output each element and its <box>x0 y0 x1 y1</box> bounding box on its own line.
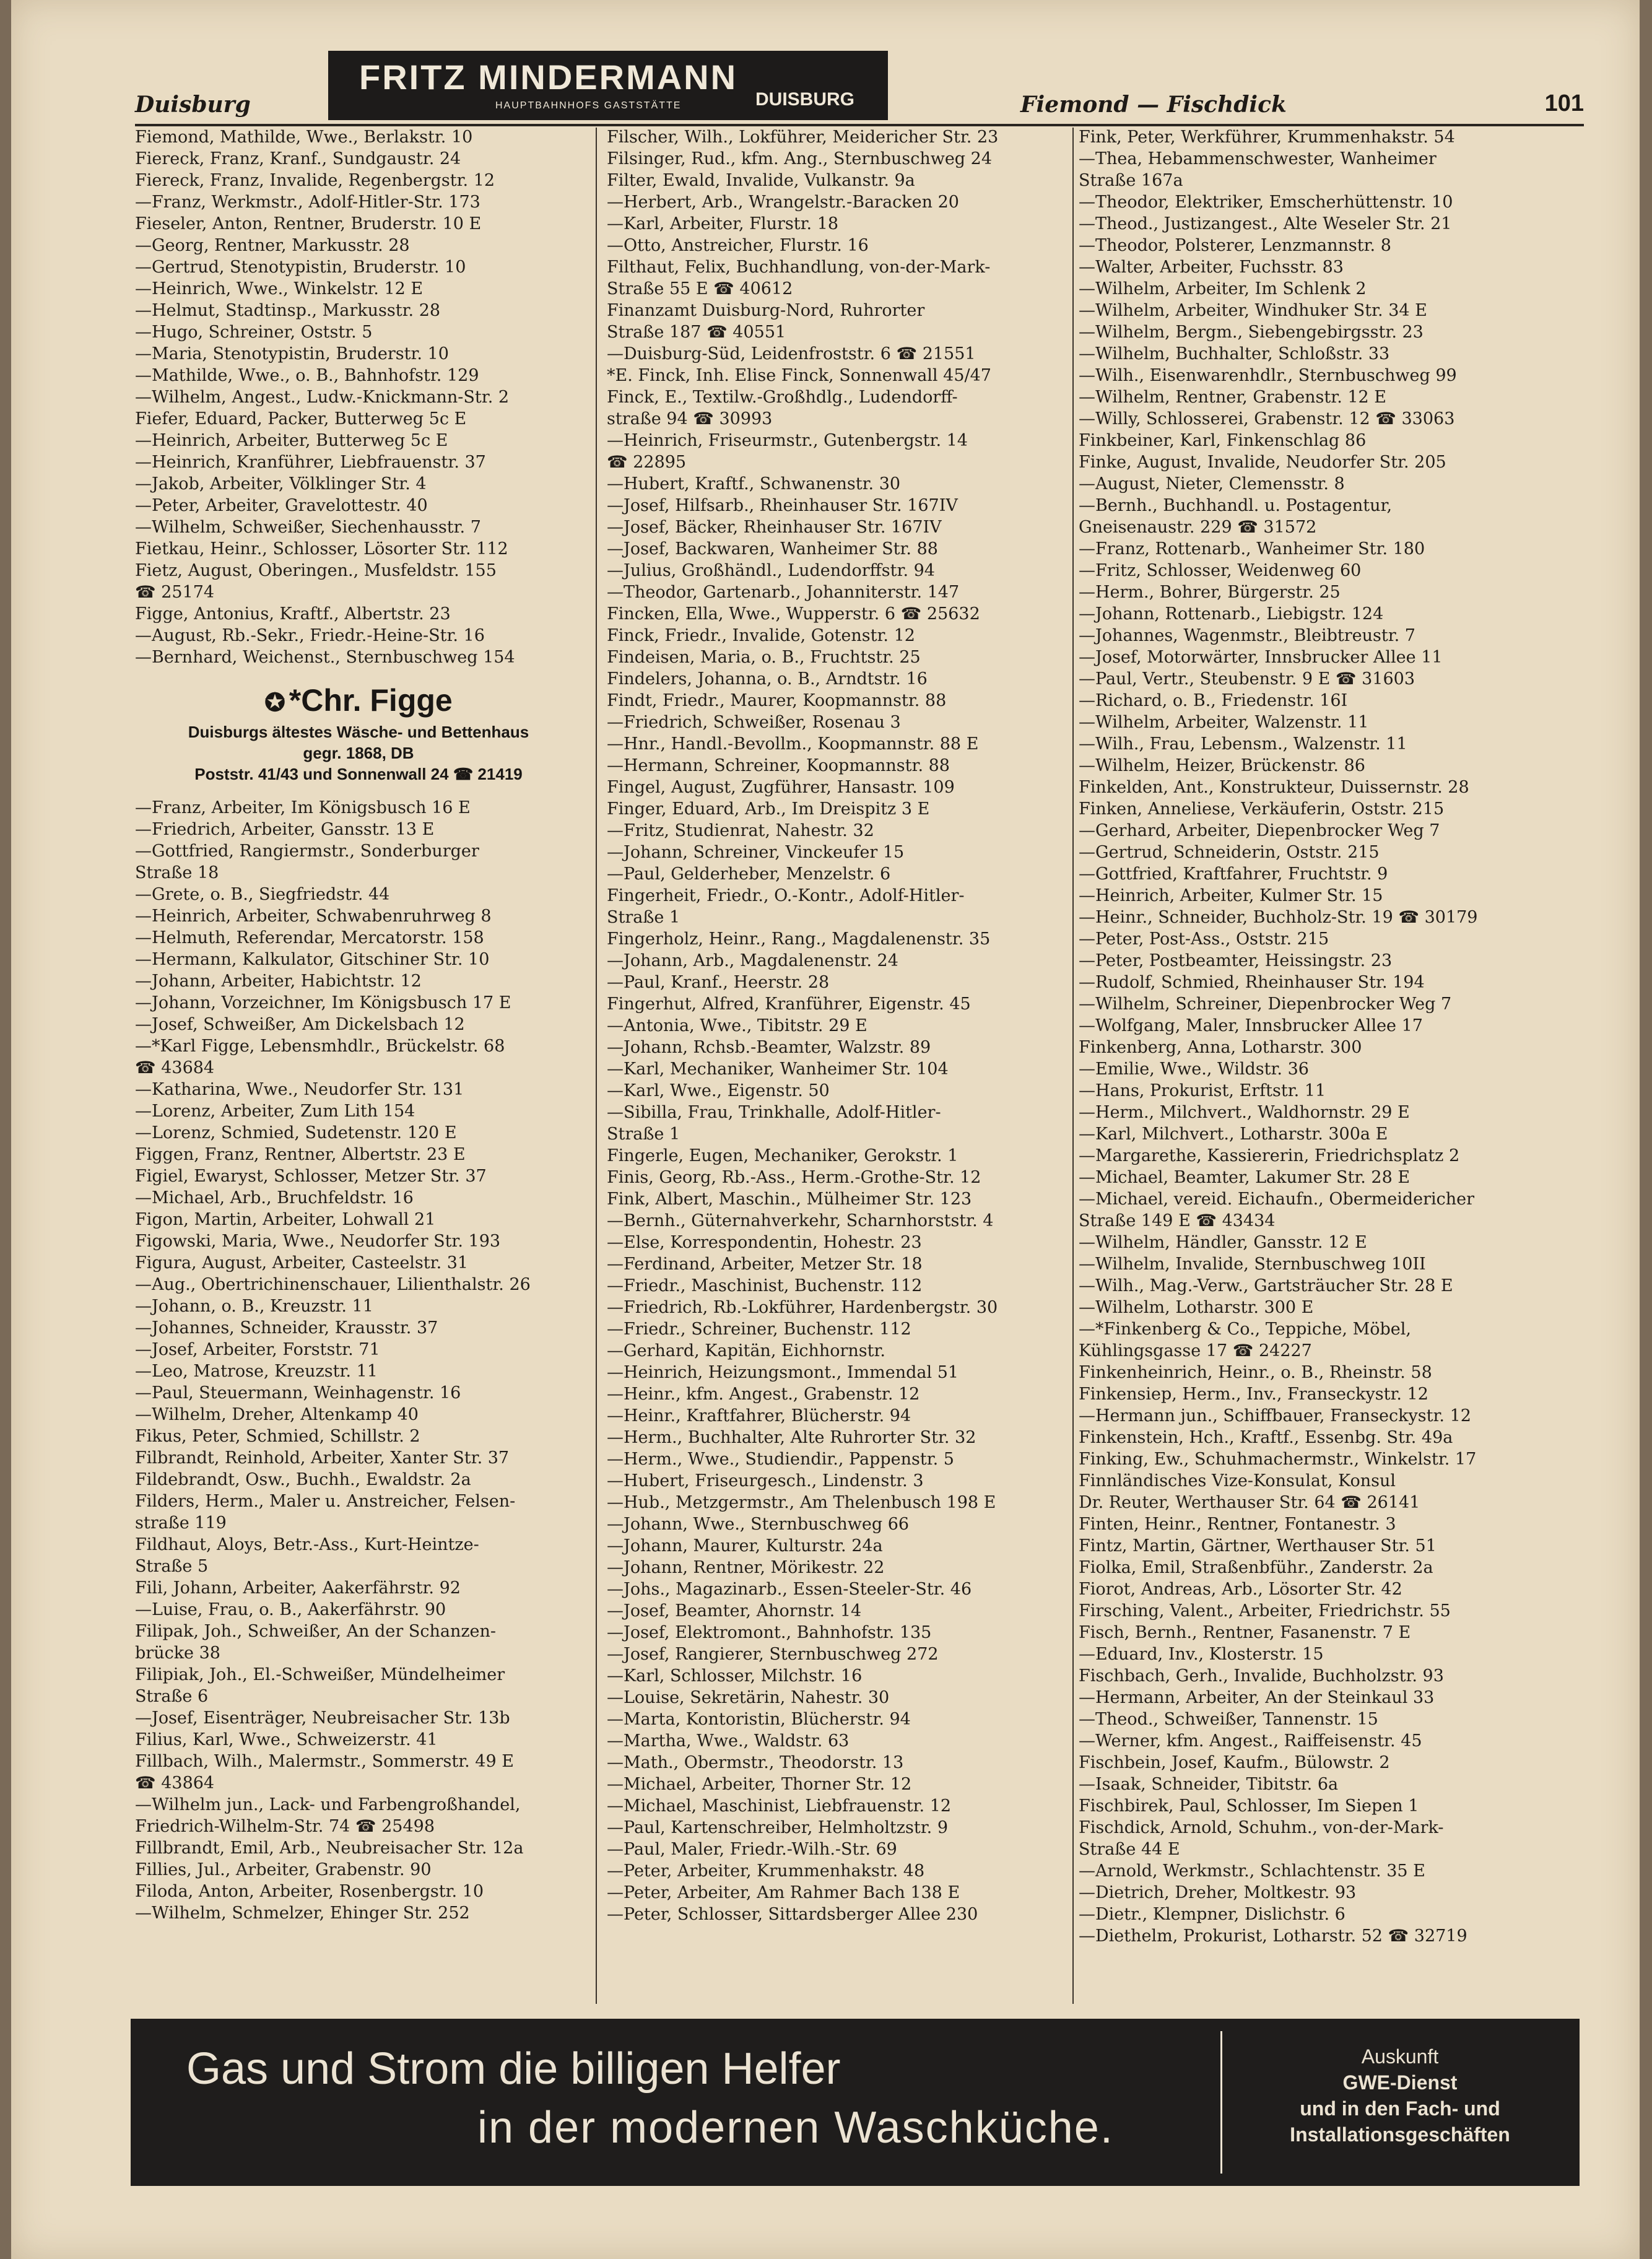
directory-entry: Finken, Anneliese, Verkäuferin, Oststr. 215 <box>1079 799 1445 819</box>
directory-entry: —Fritz, Schlosser, Weidenweg 60 <box>1079 561 1362 580</box>
star-logo-icon: ✪ <box>264 689 285 716</box>
directory-entry: Straße 1 <box>607 908 680 927</box>
directory-entry: —Julius, Großhändl., Ludendorffstr. 94 <box>607 561 935 580</box>
directory-entry: —Wilhelm, Angest., Ludw.-Knickmann-Str. 2 <box>135 388 510 407</box>
directory-entry: —Johann, Rentner, Mörikestr. 22 <box>607 1558 885 1577</box>
directory-entry: Filbrandt, Reinhold, Arbeiter, Xanter Str. 37 <box>135 1448 510 1468</box>
directory-entry: —Wilhelm, Dreher, Altenkamp 40 <box>135 1404 419 1424</box>
directory-entry: Straße 149 E ☎ 43434 <box>1079 1211 1276 1230</box>
directory-entry: Filipiak, Joh., El.-Schweißer, Mündelheimer <box>135 1665 505 1684</box>
header-city: Duisburg <box>135 92 251 118</box>
directory-entry: Figowski, Maria, Wwe., Neudorfer Str. 193 <box>135 1231 501 1251</box>
column-3-entries <box>1079 126 1572 1947</box>
directory-entry: —Gerhard, Kapitän, Eichhornstr. <box>607 1341 886 1360</box>
directory-entry: —Wilh., Mag.-Verw., Gartsträucher Str. 28 E <box>1079 1276 1453 1295</box>
banner-subtitle: HAUPTBAHNHOFS GASTSTÄTTE <box>495 100 682 111</box>
directory-entry: Figgen, Franz, Rentner, Albertstr. 23 E <box>135 1144 466 1164</box>
directory-entry: Fischbein, Josef, Kaufm., Bülowstr. 2 <box>1079 1753 1390 1772</box>
directory-entry: Findelers, Johanna, o. B., Arndtstr. 16 <box>607 669 928 689</box>
directory-entry: —Diethelm, Prokurist, Lotharstr. 52 ☎ 32719 <box>1079 1926 1467 1946</box>
directory-entry: —Heinrich, Heizungsmont., Immendal 51 <box>607 1363 959 1382</box>
footer-side-line-1: Auskunft <box>1361 2045 1439 2068</box>
directory-entry: —Josef, Schweißer, Am Dickelsbach 12 <box>135 1014 465 1034</box>
directory-entry: Fildhaut, Aloys, Betr.-Ass., Kurt-Heintze- <box>135 1534 479 1554</box>
directory-entry: Filsinger, Rud., kfm. Ang., Sternbuschweg 24 <box>607 149 993 168</box>
directory-entry: Figon, Martin, Arbeiter, Lohwall 21 <box>135 1209 436 1229</box>
directory-entry: —Leo, Matrose, Kreuzstr. 11 <box>135 1361 378 1381</box>
directory-entry: —Michael, Arb., Bruchfeldstr. 16 <box>135 1188 414 1208</box>
directory-entry: —Johann, Vorzeichner, Im Königsbusch 17 E <box>135 993 511 1012</box>
directory-entry: Fieseler, Anton, Rentner, Bruderstr. 10 E <box>135 214 482 233</box>
directory-entry: —Michael, vereid. Eichaufn., Obermeidericher <box>1079 1190 1475 1209</box>
directory-entry: —Duisburg-Süd, Leidenfroststr. 6 ☎ 21551 <box>607 344 976 363</box>
directory-entry: Fischbach, Gerh., Invalide, Buchholzstr. 93 <box>1079 1666 1444 1686</box>
directory-entry: Straße 5 <box>135 1556 209 1576</box>
directory-entry: —Jakob, Arbeiter, Völklinger Str. 4 <box>135 474 427 494</box>
directory-entry: Finkenstein, Hch., Kraftf., Essenbg. Str. 49a <box>1079 1428 1453 1447</box>
directory-entry: Findt, Friedr., Maurer, Koopmannstr. 88 <box>607 691 947 710</box>
directory-entry: —Friedrich, Rb.-Lokführer, Hardenbergstr. 30 <box>607 1298 998 1317</box>
directory-entry: ☎ 25174 <box>135 583 215 602</box>
footer-advert <box>131 2019 1580 2186</box>
directory-entry: straße 119 <box>135 1513 227 1533</box>
directory-entry: Dr. Reuter, Werthauser Str. 64 ☎ 26141 <box>1079 1493 1420 1512</box>
directory-entry: —Herm., Wwe., Studiendir., Pappenstr. 5 <box>607 1450 954 1469</box>
directory-entry: Fingerhut, Alfred, Kranführer, Eigenstr. 45 <box>607 995 971 1014</box>
directory-entry: —Helmuth, Referendar, Mercatorstr. 158 <box>135 928 484 947</box>
directory-entry: —Karl, Wwe., Eigenstr. 50 <box>607 1081 830 1100</box>
directory-entry: —Theodor, Elektriker, Emscherhüttenstr. 10 <box>1079 193 1453 212</box>
directory-entry: —Wilhelm, Invalide, Sternbuschweg 10II <box>1079 1255 1426 1274</box>
directory-entry: Straße 187 ☎ 40551 <box>607 323 786 342</box>
directory-entry: Fingel, August, Zugführer, Hansastr. 109 <box>607 778 955 797</box>
directory-entry: —Peter, Arbeiter, Krummenhakstr. 48 <box>607 1861 925 1881</box>
directory-entry: —Else, Korrespondentin, Hohestr. 23 <box>607 1233 922 1252</box>
directory-entry: —Luise, Frau, o. B., Aakerfährstr. 90 <box>135 1600 446 1619</box>
header-name-range: Fiemond — Fischdick <box>1020 92 1287 118</box>
directory-entry: —Rudolf, Schmied, Rheinhauser Str. 194 <box>1079 973 1425 992</box>
directory-entry: —Wolfgang, Maler, Innsbrucker Allee 17 <box>1079 1016 1423 1035</box>
directory-entry: —Gerhard, Arbeiter, Diepenbrocker Weg 7 <box>1079 821 1440 840</box>
directory-entry: —Heinrich, Arbeiter, Schwabenruhrweg 8 <box>135 906 492 926</box>
directory-entry: —Franz, Rottenarb., Wanheimer Str. 180 <box>1079 539 1425 559</box>
directory-entry: Filius, Karl, Wwe., Schweizerstr. 41 <box>135 1730 438 1749</box>
directory-entry: —Otto, Anstreicher, Flurstr. 16 <box>607 236 869 255</box>
directory-entry: —Josef, Eisenträger, Neubreisacher Str. 13b <box>135 1708 510 1728</box>
directory-entry: —Hermann jun., Schiffbauer, Franseckystr. 12 <box>1079 1406 1471 1425</box>
directory-entry: —Gertrud, Stenotypistin, Bruderstr. 10 <box>135 258 466 277</box>
directory-entry: —Josef, Elektromont., Bahnhofstr. 135 <box>607 1623 932 1642</box>
directory-entry: Fietz, August, Oberingen., Musfeldstr. 155 <box>135 561 497 580</box>
directory-entry: Finis, Georg, Rb.-Ass., Herm.-Grothe-Str. 12 <box>607 1168 981 1187</box>
directory-entry: Fillbach, Wilh., Malermstr., Sommerstr. 49 E <box>135 1751 514 1771</box>
directory-entry: —Paul, Maler, Friedr.-Wilh.-Str. 69 <box>607 1840 897 1859</box>
directory-entry: —Marta, Kontoristin, Blücherstr. 94 <box>607 1710 911 1729</box>
directory-entry: Fischbirek, Paul, Schlosser, Im Siepen 1 <box>1079 1796 1419 1816</box>
directory-entry: —Richard, o. B., Friedenstr. 16I <box>1079 691 1348 710</box>
directory-entry: Filthaut, Felix, Buchhandlung, von-der-Mark- <box>607 258 991 277</box>
directory-entry: Firsching, Valent., Arbeiter, Friedrichstr. 55 <box>1079 1601 1451 1621</box>
directory-entry: Filipak, Joh., Schweißer, An der Schanzen- <box>135 1621 497 1641</box>
footer-side-line-2: GWE-Dienst <box>1342 2071 1458 2094</box>
directory-entry: —Michael, Beamter, Lakumer Str. 28 E <box>1079 1168 1411 1187</box>
directory-entry: —Peter, Postbeamter, Heissingstr. 23 <box>1079 951 1393 970</box>
directory-entry: —Margarethe, Kassiererin, Friedrichsplatz 2 <box>1079 1146 1460 1165</box>
directory-entry: Fingerle, Eugen, Mechaniker, Gerokstr. 1 <box>607 1146 959 1165</box>
directory-entry: Filter, Ewald, Invalide, Vulkanstr. 9a <box>607 171 915 190</box>
directory-entry: —Wilhelm, Schmelzer, Ehinger Str. 252 <box>135 1903 470 1923</box>
directory-entry: Straße 44 E <box>1079 1840 1180 1859</box>
column-2 <box>607 126 1077 1996</box>
directory-entry: —Josef, Backwaren, Wanheimer Str. 88 <box>607 539 938 559</box>
directory-entry: Straße 6 <box>135 1686 209 1706</box>
directory-entry: —Hub., Metzgermstr., Am Thelenbusch 198 E <box>607 1493 996 1512</box>
directory-entry: Finking, Ew., Schuhmachermstr., Winkelstr. 17 <box>1079 1450 1477 1469</box>
directory-entry: —Wilhelm, Arbeiter, Im Schlenk 2 <box>1079 279 1367 298</box>
directory-entry: —Wilhelm, Bergm., Siebengebirgsstr. 23 <box>1079 323 1424 342</box>
directory-entry: —*Finkenberg & Co., Teppiche, Möbel, <box>1079 1320 1411 1339</box>
directory-entry: —Antonia, Wwe., Tibitstr. 29 E <box>607 1016 867 1035</box>
directory-entry: —Josef, Motorwärter, Innsbrucker Allee 11 <box>1079 648 1443 667</box>
directory-entry: —Grete, o. B., Siegfriedstr. 44 <box>135 884 390 904</box>
directory-entry: —Heinrich, Friseurmstr., Gutenbergstr. 14 <box>607 431 968 450</box>
directory-entry: —Wilhelm, Schweißer, Siechenhausstr. 7 <box>135 518 481 537</box>
footer-advert-line-1: Gas und Strom die billigen Helfer <box>186 2044 841 2094</box>
directory-entry: —Johannes, Schneider, Krausstr. 37 <box>135 1318 438 1338</box>
directory-entry: —Louise, Sekretärin, Nahestr. 30 <box>607 1688 890 1707</box>
directory-entry: —Friedr., Schreiner, Buchenstr. 112 <box>607 1320 911 1339</box>
column-1-entries-bottom <box>135 797 582 1924</box>
directory-entry: —Walter, Arbeiter, Fuchsstr. 83 <box>1079 258 1344 277</box>
directory-entry: Finck, Friedr., Invalide, Gotenstr. 12 <box>607 626 915 645</box>
directory-entry: —August, Nieter, Clemensstr. 8 <box>1079 474 1345 494</box>
figge-advert-line-3: Poststr. 41/43 und Sonnenwall 24 ☎ 21419 <box>194 764 523 783</box>
directory-entry: Gneisenaustr. 229 ☎ 31572 <box>1079 518 1317 537</box>
directory-entry: —Willy, Schlosserei, Grabenstr. 12 ☎ 33063 <box>1079 409 1455 429</box>
directory-entry: Fiolka, Emil, Straßenbführ., Zanderstr. 2a <box>1079 1558 1433 1577</box>
directory-entry: —Franz, Arbeiter, Im Königsbusch 16 E <box>135 798 471 817</box>
directory-entry: —*Karl Figge, Lebensmhdlr., Brückelstr. 68 <box>135 1036 505 1056</box>
directory-entry: —Georg, Rentner, Markusstr. 28 <box>135 236 410 255</box>
directory-entry: —Karl, Milchvert., Lotharstr. 300a E <box>1079 1125 1388 1144</box>
directory-entry: —Karl, Mechaniker, Wanheimer Str. 104 <box>607 1060 949 1079</box>
directory-entry: ☎ 43684 <box>135 1058 215 1077</box>
directory-entry: —Hermann, Kalkulator, Gitschiner Str. 10 <box>135 949 490 969</box>
directory-entry: —Johann, Rottenarb., Liebigstr. 124 <box>1079 604 1384 624</box>
directory-entry: —Bernh., Güternahverkehr, Scharnhorststr. 4 <box>607 1211 994 1230</box>
directory-entry: Fingerholz, Heinr., Rang., Magdalenenstr. 35 <box>607 929 991 949</box>
directory-entry: —Dietrich, Dreher, Moltkestr. 93 <box>1079 1883 1357 1902</box>
directory-entry: —Johann, Maurer, Kulturstr. 24a <box>607 1536 883 1556</box>
directory-entry: —Heinr., Schneider, Buchholz-Str. 19 ☎ 30179 <box>1079 908 1478 927</box>
directory-entry: —Karl, Arbeiter, Flurstr. 18 <box>607 214 839 233</box>
directory-entry: —Wilh., Frau, Lebensm., Walzenstr. 11 <box>1079 734 1407 754</box>
directory-entry: Friedrich-Wilhelm-Str. 74 ☎ 25498 <box>135 1816 435 1836</box>
directory-entry: —Lorenz, Arbeiter, Zum Lith 154 <box>135 1101 415 1121</box>
directory-entry: —Josef, Bäcker, Rheinhauser Str. 167IV <box>607 518 942 537</box>
banner-name: FRITZ MINDERMANN <box>359 58 738 97</box>
header-advert-banner <box>328 51 888 120</box>
directory-entry: Straße 55 E ☎ 40612 <box>607 279 793 298</box>
directory-entry: —Arnold, Werkmstr., Schlachtenstr. 35 E <box>1079 1861 1425 1881</box>
directory-entry: —Thea, Hebammenschwester, Wanheimer <box>1079 149 1437 168</box>
directory-entry: —Friedrich, Schweißer, Rosenau 3 <box>607 713 901 732</box>
directory-entry: —Peter, Schlosser, Sittardsberger Allee 230 <box>607 1905 978 1924</box>
directory-entry: —Eduard, Inv., Klosterstr. 15 <box>1079 1645 1324 1664</box>
directory-entry: —Wilhelm jun., Lack- und Farbengroßhandel, <box>135 1795 521 1814</box>
directory-entry: —Wilhelm, Heizer, Brückenstr. 86 <box>1079 756 1365 775</box>
directory-entry: Fiereck, Franz, Kranf., Sundgaustr. 24 <box>135 149 461 168</box>
directory-entry: Fiefer, Eduard, Packer, Butterweg 5c E <box>135 409 467 429</box>
figge-advert-line-1: Duisburgs ältestes Wäsche- und Bettenhaus <box>188 722 529 741</box>
directory-entry: —Hugo, Schreiner, Oststr. 5 <box>135 323 373 342</box>
directory-page <box>11 0 1640 2259</box>
directory-entry: —Dietr., Klempner, Dislichstr. 6 <box>1079 1905 1346 1924</box>
directory-entry: —Maria, Stenotypistin, Bruderstr. 10 <box>135 344 449 363</box>
directory-entry: Kühlingsgasse 17 ☎ 24227 <box>1079 1341 1312 1360</box>
directory-entry: —Bernhard, Weichenst., Sternbuschweg 154 <box>135 648 515 667</box>
page-number: 101 <box>1544 90 1584 116</box>
directory-entry: —Gottfried, Rangiermstr., Sonderburger <box>135 841 479 861</box>
footer-advert-line-2: in der modernen Waschküche. <box>477 2103 1114 2152</box>
directory-entry: brücke 38 <box>135 1643 220 1663</box>
directory-entry: —Hubert, Friseurgesch., Lindenstr. 3 <box>607 1471 924 1491</box>
directory-entry: —Heinrich, Arbeiter, Butterweg 5c E <box>135 431 448 450</box>
directory-entry: ☎ 43864 <box>135 1773 215 1793</box>
directory-entry: Fisch, Bernh., Rentner, Fasanenstr. 7 E <box>1079 1623 1411 1642</box>
directory-entry: Filscher, Wilh., Lokführer, Meidericher Str. 23 <box>607 128 999 147</box>
directory-entry: Fingerheit, Friedr., O.-Kontr., Adolf-Hitler- <box>607 886 965 905</box>
directory-entry: —Werner, kfm. Angest., Raiffeisenstr. 45 <box>1079 1731 1422 1751</box>
directory-entry: —Paul, Kartenschreiber, Helmholtzstr. 9 <box>607 1818 948 1837</box>
directory-entry: —Heinr., Kraftfahrer, Blücherstr. 94 <box>607 1406 911 1425</box>
directory-entry: —Michael, Maschinist, Liebfrauenstr. 12 <box>607 1796 952 1816</box>
directory-entry: —Heinrich, Arbeiter, Kulmer Str. 15 <box>1079 886 1383 905</box>
directory-entry: —Emilie, Wwe., Wildstr. 36 <box>1079 1060 1309 1079</box>
directory-entry: —Herm., Milchvert., Waldhornstr. 29 E <box>1079 1103 1410 1122</box>
directory-entry: Straße 18 <box>135 863 219 882</box>
footer-side-line-4: Installationsgeschäften <box>1290 2123 1510 2146</box>
directory-entry: Filoda, Anton, Arbeiter, Rosenbergstr. 10 <box>135 1881 484 1901</box>
directory-entry: —Wilhelm, Händler, Gansstr. 12 E <box>1079 1233 1367 1252</box>
directory-entry: Finkbeiner, Karl, Finkenschlag 86 <box>1079 431 1367 450</box>
directory-entry: Fink, Albert, Maschin., Mülheimer Str. 123 <box>607 1190 972 1209</box>
directory-entry: —Josef, Arbeiter, Forststr. 71 <box>135 1339 380 1359</box>
directory-entry: Fink, Peter, Werkführer, Krummenhakstr. 54 <box>1079 128 1455 147</box>
directory-entry: —Paul, Kranf., Heerstr. 28 <box>607 973 830 992</box>
directory-entry: —Math., Obermstr., Theodorstr. 13 <box>607 1753 904 1772</box>
directory-entry: Finnländisches Vize-Konsulat, Konsul <box>1079 1471 1396 1491</box>
directory-entry: —Karl, Schlosser, Milchstr. 16 <box>607 1666 863 1686</box>
column-divider <box>596 128 597 2004</box>
directory-entry: Filders, Herm., Maler u. Anstreicher, Felsen- <box>135 1491 516 1511</box>
directory-entry: —Peter, Post-Ass., Oststr. 215 <box>1079 929 1329 949</box>
directory-entry: —Herbert, Arb., Wrangelstr.-Baracken 20 <box>607 193 959 212</box>
directory-entry: —Josef, Beamter, Ahornstr. 14 <box>607 1601 862 1621</box>
column-2-entries <box>607 126 1077 1925</box>
directory-entry: —Katharina, Wwe., Neudorfer Str. 131 <box>135 1079 464 1099</box>
banner-city: DUISBURG <box>755 89 855 110</box>
directory-entry: —Fritz, Studienrat, Nahestr. 32 <box>607 821 874 840</box>
directory-entry: Finkelden, Ant., Konstrukteur, Duissernstr. 28 <box>1079 778 1469 797</box>
directory-entry: —Josef, Hilfsarb., Rheinhauser Str. 167IV <box>607 496 958 515</box>
directory-entry: —August, Rb.-Sekr., Friedr.-Heine-Str. 16 <box>135 626 485 645</box>
directory-entry: Fincken, Ella, Wwe., Wupperstr. 6 ☎ 25632 <box>607 604 980 624</box>
column-1 <box>135 126 582 1996</box>
directory-entry: Fiereck, Franz, Invalide, Regenbergstr. 12 <box>135 171 495 190</box>
directory-entry: Finten, Heinr., Rentner, Fontanestr. 3 <box>1079 1515 1396 1534</box>
directory-entry: Fintz, Martin, Gärtner, Werthauser Str. 51 <box>1079 1536 1437 1556</box>
directory-entry: —Mathilde, Wwe., o. B., Bahnhofstr. 129 <box>135 366 479 385</box>
directory-entry: —Johann, Rchsb.-Beamter, Walzstr. 89 <box>607 1038 931 1057</box>
directory-entry: Finkenberg, Anna, Lotharstr. 300 <box>1079 1038 1362 1057</box>
directory-entry: —Michael, Arbeiter, Thorner Str. 12 <box>607 1775 912 1794</box>
directory-entry: Fili, Johann, Arbeiter, Aakerfährstr. 92 <box>135 1578 461 1598</box>
directory-entry: Fietkau, Heinr., Schlosser, Lösorter Str. 112 <box>135 539 508 559</box>
directory-entry: —Aug., Obertrichinenschauer, Lilienthalstr. 26 <box>135 1274 531 1294</box>
directory-entry: —Wilhelm, Rentner, Grabenstr. 12 E <box>1079 388 1387 407</box>
directory-entry: ☎ 22895 <box>607 453 687 472</box>
directory-entry: —Heinrich, Kranführer, Liebfrauenstr. 37 <box>135 453 486 472</box>
directory-entry: Finger, Eduard, Arb., Im Dreispitz 3 E <box>607 799 930 819</box>
directory-entry: —Heinr., kfm. Angest., Grabenstr. 12 <box>607 1385 920 1404</box>
directory-entry: Fildebrandt, Osw., Buchh., Ewaldstr. 2a <box>135 1469 471 1489</box>
directory-entry: —Josef, Rangierer, Sternbuschweg 272 <box>607 1645 939 1664</box>
directory-entry: —Wilhelm, Buchhalter, Schloßstr. 33 <box>1079 344 1390 363</box>
directory-entry: —Peter, Arbeiter, Gravelottestr. 40 <box>135 496 428 515</box>
directory-entry: —Friedrich, Arbeiter, Gansstr. 13 E <box>135 819 435 839</box>
directory-entry: —Heinrich, Wwe., Winkelstr. 12 E <box>135 279 424 298</box>
directory-entry: Straße 167a <box>1079 171 1183 190</box>
directory-entry: —Theodor, Polsterer, Lenzmannstr. 8 <box>1079 236 1391 255</box>
directory-entry: —Hnr., Handl.-Bevollm., Koopmannstr. 88 E <box>607 734 979 754</box>
directory-entry: —Theod., Schweißer, Tannenstr. 15 <box>1079 1710 1378 1729</box>
directory-entry: —Johs., Magazinarb., Essen-Steeler-Str. 46 <box>607 1580 972 1599</box>
directory-entry: —Paul, Steuermann, Weinhagenstr. 16 <box>135 1383 461 1403</box>
directory-entry: —Johannes, Wagenmstr., Bleibtreustr. 7 <box>1079 626 1415 645</box>
directory-entry: —Gottfried, Kraftfahrer, Fruchtstr. 9 <box>1079 864 1388 884</box>
directory-entry: Fillbrandt, Emil, Arb., Neubreisacher Str. 12a <box>135 1838 524 1858</box>
figge-advert <box>135 682 582 785</box>
column-3 <box>1079 126 1572 1996</box>
directory-entry: Figge, Antonius, Kraftf., Albertstr. 23 <box>135 604 451 624</box>
directory-entry: *E. Finck, Inh. Elise Finck, Sonnenwall 45/47 <box>607 366 991 385</box>
directory-entry: —Wilhelm, Schreiner, Diepenbrocker Weg 7 <box>1079 995 1452 1014</box>
directory-entry: —Hermann, Arbeiter, An der Steinkaul 33 <box>1079 1688 1435 1707</box>
directory-entry: —Franz, Werkmstr., Adolf-Hitler-Str. 173 <box>135 193 480 212</box>
column-1-entries-top <box>135 126 582 668</box>
directory-entry: —Bernh., Buchhandl. u. Postagentur, <box>1079 496 1393 515</box>
directory-entry: Fiemond, Mathilde, Wwe., Berlakstr. 10 <box>135 128 473 147</box>
directory-entry: —Herm., Buchhalter, Alte Ruhrorter Str. 32 <box>607 1428 976 1447</box>
directory-entry: Fiorot, Andreas, Arb., Lösorter Str. 42 <box>1079 1580 1402 1599</box>
directory-entry: —Hans, Prokurist, Erftstr. 11 <box>1079 1081 1326 1100</box>
directory-entry: Fikus, Peter, Schmied, Schillstr. 2 <box>135 1426 420 1446</box>
directory-entry: —Peter, Arbeiter, Am Rahmer Bach 138 E <box>607 1883 960 1902</box>
directory-entry: —Wilhelm, Lotharstr. 300 E <box>1079 1298 1314 1317</box>
figge-advert-title: *Chr. Figge <box>289 683 453 718</box>
directory-entry: —Wilh., Eisenwarenhdlr., Sternbuschweg 99 <box>1079 366 1457 385</box>
directory-entry: —Johann, Schreiner, Vinckeufer 15 <box>607 843 905 862</box>
directory-entry: —Johann, Wwe., Sternbuschweg 66 <box>607 1515 910 1534</box>
directory-entry: —Martha, Wwe., Waldstr. 63 <box>607 1731 850 1751</box>
footer-advert-side <box>1239 2044 1561 2148</box>
footer-side-line-3: und in den Fach- und <box>1300 2097 1500 2120</box>
footer-divider <box>1220 2031 1222 2174</box>
directory-entry: Fischdick, Arnold, Schuhm., von-der-Mark- <box>1079 1818 1444 1837</box>
directory-entry: —Herm., Bohrer, Bürgerstr. 25 <box>1079 583 1341 602</box>
directory-entry: straße 94 ☎ 30993 <box>607 409 773 429</box>
directory-entry: —Wilhelm, Arbeiter, Windhuker Str. 34 E <box>1079 301 1427 320</box>
directory-entry: —Gertrud, Schneiderin, Oststr. 215 <box>1079 843 1380 862</box>
directory-entry: Findeisen, Maria, o. B., Fruchtstr. 25 <box>607 648 921 667</box>
directory-entry: —Helmut, Stadtinsp., Markusstr. 28 <box>135 301 441 320</box>
directory-entry: Finck, E., Textilw.-Großhdlg., Ludendorff- <box>607 388 958 407</box>
directory-entry: —Wilhelm, Arbeiter, Walzenstr. 11 <box>1079 713 1369 732</box>
directory-entry: —Hermann, Schreiner, Koopmannstr. 88 <box>607 756 950 775</box>
directory-entry: —Ferdinand, Arbeiter, Metzer Str. 18 <box>607 1255 923 1274</box>
directory-entry: —Paul, Gelderheber, Menzelstr. 6 <box>607 864 891 884</box>
directory-entry: Finanzamt Duisburg-Nord, Ruhrorter <box>607 301 925 320</box>
directory-entry: —Friedr., Maschinist, Buchenstr. 112 <box>607 1276 923 1295</box>
directory-entry: Finke, August, Invalide, Neudorfer Str. 205 <box>1079 453 1446 472</box>
directory-entry: Fillies, Jul., Arbeiter, Grabenstr. 90 <box>135 1860 432 1879</box>
directory-entry: Finkenheinrich, Heinr., o. B., Rheinstr. 58 <box>1079 1363 1432 1382</box>
directory-entry: —Isaak, Schneider, Tibitstr. 6a <box>1079 1775 1339 1794</box>
directory-entry: Straße 1 <box>607 1125 680 1144</box>
directory-entry: —Lorenz, Schmied, Sudetenstr. 120 E <box>135 1123 457 1143</box>
directory-entry: —Johann, o. B., Kreuzstr. 11 <box>135 1296 373 1316</box>
directory-entry: —Johann, Arb., Magdalenenstr. 24 <box>607 951 898 970</box>
directory-entry: —Johann, Arbeiter, Habichtstr. 12 <box>135 971 422 991</box>
figge-advert-line-2: gegr. 1868, DB <box>303 743 414 762</box>
directory-entry: —Paul, Vertr., Steubenstr. 9 E ☎ 31603 <box>1079 669 1415 689</box>
directory-entry: —Sibilla, Frau, Trinkhalle, Adolf-Hitler- <box>607 1103 941 1122</box>
directory-entry: —Theod., Justizangest., Alte Weseler Str. 21 <box>1079 214 1452 233</box>
directory-entry: —Hubert, Kraftf., Schwanenstr. 30 <box>607 474 901 494</box>
directory-entry: Finkensiep, Herm., Inv., Franseckystr. 12 <box>1079 1385 1428 1404</box>
directory-entry: Figura, August, Arbeiter, Casteelstr. 31 <box>135 1253 469 1273</box>
directory-entry: —Theodor, Gartenarb., Johanniterstr. 147 <box>607 583 960 602</box>
directory-entry: Figiel, Ewaryst, Schlosser, Metzer Str. 37 <box>135 1166 487 1186</box>
